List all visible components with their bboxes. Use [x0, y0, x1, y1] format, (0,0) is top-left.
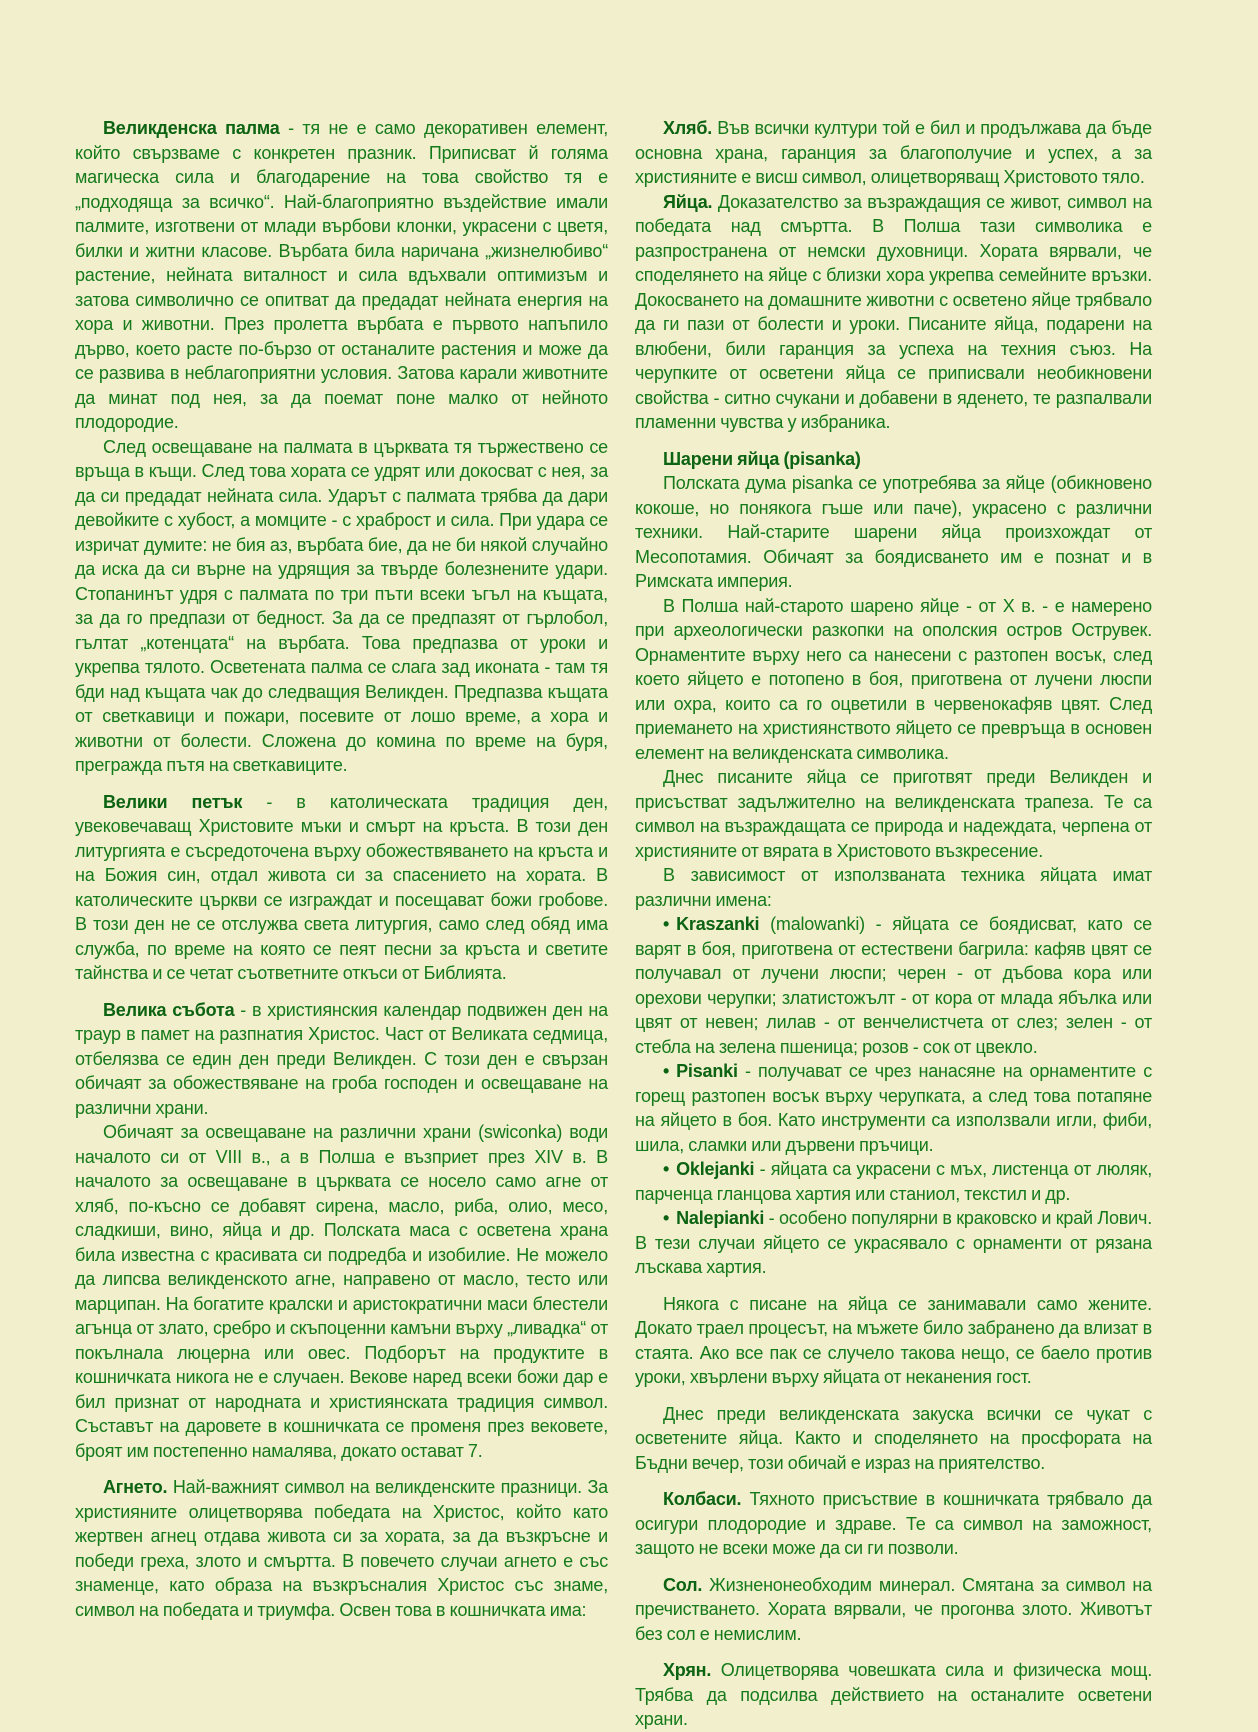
- left-column: [75, 116, 608, 1654]
- para-text: (malowanki) - яйцата се боядисват, като се варят в боя, приготвена от естествени багрила: кафяв цвят се получавал от лучени люспи; черен - от дъбова кора или орехови черупки; златистожълт - от кора от млада ябълка или цвят от невен; лилав - от венчелистчета от слез; зелен - от стебла на зелена пшеница; розов - сок от цвекло.: [635, 914, 1152, 1057]
- para-text: - получават се чрез нанасяне на орнаментите с горещ разтопен восък върху черупката, а след това потапяне на яйцето в боя. Като инструменти са използвали игли, фиби, шила, сламки или дървени пръчици.: [635, 1061, 1152, 1155]
- para-agneto: [75, 1475, 608, 1622]
- para-lead: Колбаси.: [663, 1489, 742, 1509]
- bullet-icon: •: [663, 1061, 670, 1081]
- para-hryan: [635, 1658, 1152, 1732]
- para-text: Някога с писане на яйца се занимавали само жените. Докато траел процесът, на мъжете било забранено да влизат в стаята. Ако все пак се случело такова нещо, се баело против уроки, хвърлени върху яйцата от неканения гост.: [635, 1293, 1152, 1387]
- para-lead: Хляб.: [663, 118, 713, 138]
- para-lead: Pisanki: [676, 1061, 738, 1081]
- para-text: - тя не е само декоративен елемент, който свързваме с конкретен празник. Приписват й голяма магическа сила и благодарение на това свойство тя е „подходяща за всичко“. Най-благоприятно въздействие имали палмите, изготвени от млади върбови клонки, украсени с цветя, билки и житни класове. Върбата била наричана „жизнелюбиво“ растение, нейната виталност и сила вдъхвали оптимизъм и затова символично се опитват да предадат нейната енергия на хора и животни. През пролетта върбата е първото напъпило дърво, което расте по-бързо от останалите растения и може да се развива в неблагоприятни условия. Затова карали животните да минат под нея, за да поемат поне малко от нейното плодородие.: [75, 118, 608, 432]
- para-lead: Сол.: [663, 1574, 703, 1595]
- para-text: След освещаване на палмата в църквата тя тържествено се връща в къщи. След това хората се удрят или докосват с нея, за да си предадат нейната сила. Ударът с палмата трябва да дари девойките с хубост, а момците - с храброст и сила. При удара се изричат думите: не бия аз, върбата бие, да не би някой случайно да иска да си върне на удрящия за твърде болезнените удари. Стопанинът удря с палмата по три пъти всеки ъгъл на къщата, за да го предпази от бедност. За да се предпазят от гърлобол, гълтат „котенцата“ на върбата. Това предпазва от уроки и укрепва тялото. Осветената палма се слага зад иконата - там тя бди над къщата чак до следващия Великден. Предпазва къщата от светкавици и пожари, посевите от лошо време, а хора и животни от болести. Сложена до комина по време на буря, прегражда пътя на светкавиците.: [75, 436, 608, 775]
- para-text: Днес преди великденската закуска всички се чукат с осветените яйца. Както и споделянето на просфората на Бъдни вечер, този обичай е израз на приятелство.: [635, 1403, 1152, 1473]
- para-text: В Полша най-старото шарено яйце - от X в. - е намерено при археологически разкопки на ополския остров Острувек. Орнаментите върху него са нанесени с разтопен восък, след което яйцето е потопено в боя, приготвена от лучени люспи или охра, които са го оцветили в червенокафяв цвят. След приемането на християнството яйцето се превръща в основен елемент на великденската символика.: [635, 595, 1152, 763]
- para-text: Полската дума pisanka се употребява за яйце (обикновено кокоше, но понякога гъше или паче), украсено с различни техники. Най-старите шарени яйца произхождат от Месопотамия. Обичаят за боядисването им е познат и в Римската империя.: [635, 473, 1152, 591]
- para-text: Обичаят за освещаване на различни храни (swiconka) води началото си от VIII в., а в Полша е възприет през XIV в. В началото за освещаване в църквата се носело само агне от хляб, по-късно се добавят сирена, масло, риба, олио, месо, сладкиши, вино, яйца и др. Полската маса с осветена храна била известна с красивата си подредба и изобилие. Не можело да липсва великденското агне, направено от масло, тесто или марципан. На богатите кралски и аристократични маси блестели агънца от злато, сребро и скъпоценни камъни върху „ливадка“ от покълнала люцерна или овес. Подборът на продуктите в кошничката никога не е случаен. Векове наред всеки божи дар е бил признат от народната и християнската традиция символ. Съставът на даровете в кошничката се променя през вековете, броят им постепенно намалява, докато остават 7.: [75, 1122, 608, 1461]
- para-sled-osveshtavane: [75, 435, 608, 778]
- para-lead: Агнето.: [103, 1477, 168, 1497]
- para-nyakoga: [635, 1292, 1152, 1390]
- para-hlyab: [635, 116, 1152, 190]
- para-v-polsha: [635, 594, 1152, 766]
- para-text: В зависимост от използваната техника яйцата имат различни имена:: [635, 865, 1152, 910]
- para-text: Тяхното присъствие в кошничката трябвало да осигури плодородие и здраве. Те са символ на заможност, защото не всеки може да си ги позволи.: [635, 1489, 1152, 1558]
- bullet-nalepianki: [635, 1206, 1152, 1280]
- para-lead: Kraszanki: [676, 914, 760, 934]
- para-text: Най-важният символ на великденските празници. За християните олицетворява победата на Христос, който като жертвен агнец отдава живота си за хората, за да възкръсне и победи греха, злото и смъртта. В повечето случаи агнето е със знаменце, като образа на възкръсналия Христос със знаме, символ на победата и триумфа. Освен това в кошничката има:: [75, 1477, 608, 1620]
- para-text: Олицетворява човешката сила и физическа мощ. Трябва да подсилва действието на останалите осветени храни.: [635, 1660, 1152, 1729]
- para-text: Днес писаните яйца се приготвят преди Великден и присъстват задължително на великденската трапеза. Те са символ на възраждащата се природа и надеждата, черпена от християните от вярата в Христовото възкресение.: [635, 767, 1152, 861]
- bullet-icon: •: [663, 1208, 670, 1228]
- para-text: - особено популярни в краковско и край Лович. В тези случаи яйцето се украсявало с орнаменти от рязана лъскава хартия.: [635, 1208, 1152, 1277]
- para-obichayat-za-osveshtavane: [75, 1120, 608, 1463]
- para-text: Жизненонеобходим минерал. Смятана за символ на пречистването. Хората вярвали, че прогонва злото. Животът без сол е немислим.: [635, 1574, 1152, 1644]
- para-dnes-predi: [635, 1402, 1152, 1476]
- bullet-pisanki: [635, 1059, 1152, 1157]
- right-column: [635, 116, 1152, 1729]
- para-text: - в католическата традиция ден, увековечаващ Христовите мъки и смърт на кръста. В този ден литургията е съсредоточена върху обожествяването на кръста и на Божия син, отдал живота си за спасението на хората. В католическите църкви се изграждат и посещават божи гробове. В този ден не се отслужва света литургия, само след обяд има служба, по време на която се пеят песни за кръста и светите тайнства и се четат съответните откъси от Библията.: [75, 791, 608, 983]
- para-v-zavisimost: [635, 863, 1152, 912]
- bullet-icon: •: [663, 1159, 670, 1179]
- para-velikdenska-palma: [75, 116, 608, 435]
- para-yaytsa: [635, 190, 1152, 435]
- bullet-oklejanki: [635, 1157, 1152, 1206]
- para-text: Във всички култури той е бил и продължава да бъде основна храна, гаранция за благополучие и успех, а за християните е висш символ, олицетворяващ Христовото тяло.: [635, 118, 1152, 187]
- para-dnes-pisanite: [635, 765, 1152, 863]
- para-text: - в християнския календар подвижен ден на траур в памет на разпнатия Христос. Част от Великата седмица, отбелязва се един ден преди Великден. С този ден е свързан обичаят за обожествяване на гроба господен и освещаване на различни храни.: [75, 999, 608, 1118]
- para-text: - яйцата са украсени с мъх, листенца от люляк, парченца гланцова хартия или станиол, текстил и др.: [635, 1159, 1152, 1204]
- para-lead: Велики петък: [103, 791, 243, 812]
- heading-shareni-yaytsa: [635, 447, 1152, 472]
- para-kolbasi: [635, 1487, 1152, 1561]
- para-sol: [635, 1573, 1152, 1647]
- bullet-kraszanki: [635, 912, 1152, 1059]
- para-lead: Oklejanki: [676, 1159, 755, 1179]
- para-lead: Nalepianki: [676, 1208, 765, 1228]
- para-lead: Хрян.: [663, 1660, 712, 1680]
- para-lead: Яйца.: [663, 191, 713, 212]
- para-text: Доказателство за възраждащия се живот, символ на победата над смъртта. В Полша тази символика е разпространена от немски духовници. Хората вярвали, че споделянето на яйце с близки хора укрепва семейните връзки. Докосването на домашните животни с осветено яйце трябвало да ги пази от болести и уроки. Писаните яйца, подарени на влюбени, били гаранция за успеха на техния съюз. На черупките от осветени яйца се приписвали необикновени свойства - ситно счукани и добавени в яденето, те разпалвали пламенни чувства у избраника.: [635, 191, 1152, 432]
- section-heading: Шарени яйца (pisanka): [663, 448, 861, 469]
- para-polskata-duma: [635, 471, 1152, 594]
- para-lead: Великденска палма: [103, 118, 280, 138]
- para-lead: Велика събота: [103, 999, 235, 1020]
- para-velika-sabota: [75, 998, 608, 1121]
- para-veliki-petak: [75, 790, 608, 986]
- bullet-icon: •: [663, 914, 670, 934]
